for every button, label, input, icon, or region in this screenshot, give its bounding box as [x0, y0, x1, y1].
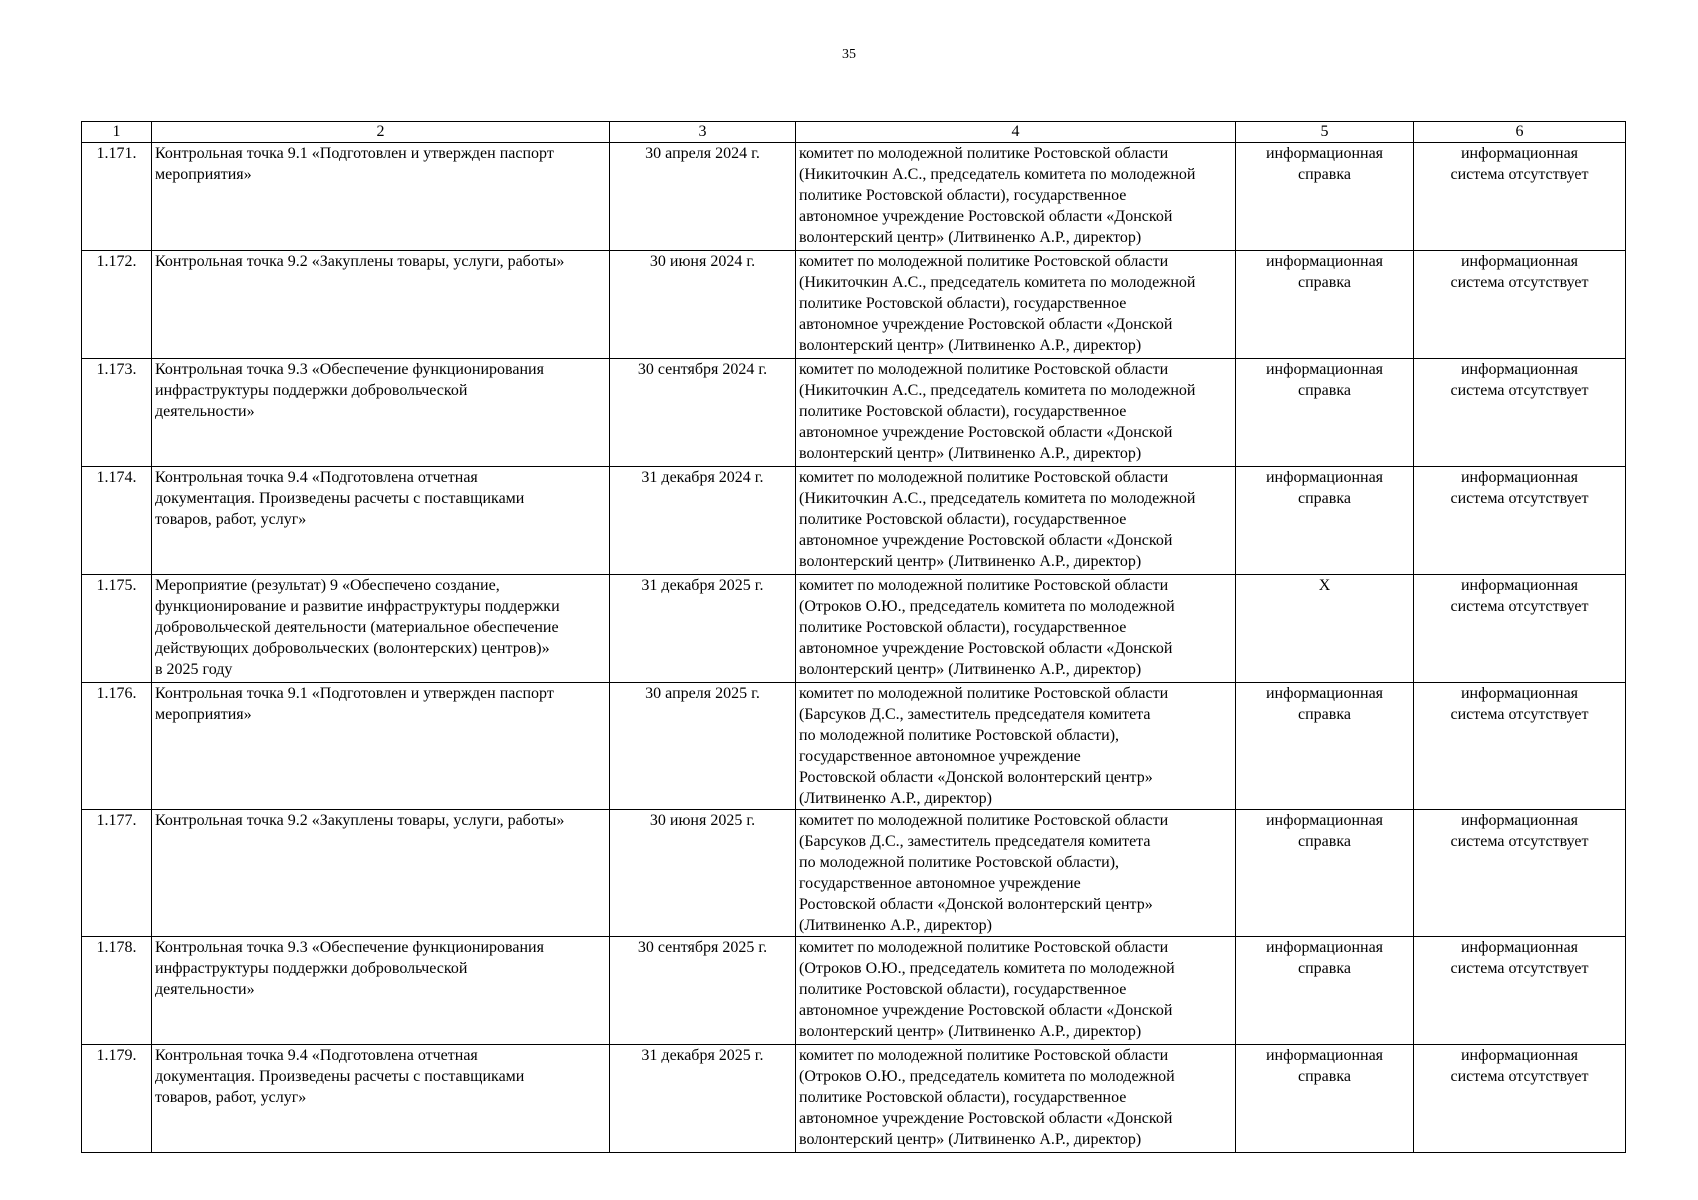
document-type: информационная справка: [1236, 359, 1414, 467]
table-row: [82, 937, 1626, 1045]
event-name: Контрольная точка 9.1 «Подготовлен и утвержден паспорт мероприятия»: [152, 143, 610, 251]
responsible-executor: комитет по молодежной политике Ростовской области (Отроков О.Ю., председатель комитета по молодежной политике Ростовской области), государственное автономное учреждение Ростовской области «Донской волонтерский центр» (Литвиненко А.Р., директор): [796, 1045, 1236, 1153]
plan-table: [81, 121, 1626, 1153]
information-system: информационная система отсутствует: [1414, 575, 1626, 683]
row-number: 1.174.: [82, 467, 152, 575]
information-system: информационная система отсутствует: [1414, 359, 1626, 467]
table-row: [82, 1045, 1626, 1153]
information-system: информационная система отсутствует: [1414, 143, 1626, 251]
table-row: [82, 810, 1626, 937]
row-number: 1.173.: [82, 359, 152, 467]
row-number: 1.175.: [82, 575, 152, 683]
information-system: информационная система отсутствует: [1414, 251, 1626, 359]
table-row: [82, 467, 1626, 575]
table-header-row: [82, 122, 1626, 143]
event-name: Контрольная точка 9.4 «Подготовлена отчетная документация. Произведены расчеты с поставщиками товаров, работ, услуг»: [152, 467, 610, 575]
table-row: [82, 359, 1626, 467]
responsible-executor: комитет по молодежной политике Ростовской области (Никиточкин А.С., председатель комитета по молодежной политике Ростовской области), государственное автономное учреждение Ростовской области «Донской волонтерский центр» (Литвиненко А.Р., директор): [796, 359, 1236, 467]
row-number: 1.176.: [82, 683, 152, 810]
document-type: информационная справка: [1236, 810, 1414, 937]
event-name: Контрольная точка 9.3 «Обеспечение функционирования инфраструктуры поддержки добровольческой деятельности»: [152, 359, 610, 467]
event-name: Контрольная точка 9.4 «Подготовлена отчетная документация. Произведены расчеты с поставщиками товаров, работ, услуг»: [152, 1045, 610, 1153]
deadline-date: 30 апреля 2025 г.: [610, 683, 796, 810]
page-number: 35: [842, 47, 856, 62]
information-system: информационная система отсутствует: [1414, 467, 1626, 575]
responsible-executor: комитет по молодежной политике Ростовской области (Отроков О.Ю., председатель комитета по молодежной политике Ростовской области), государственное автономное учреждение Ростовской области «Донской волонтерский центр» (Литвиненко А.Р., директор): [796, 937, 1236, 1045]
row-number: 1.178.: [82, 937, 152, 1045]
event-name: Контрольная точка 9.2 «Закуплены товары, услуги, работы»: [152, 251, 610, 359]
information-system: информационная система отсутствует: [1414, 1045, 1626, 1153]
responsible-executor: комитет по молодежной политике Ростовской области (Никиточкин А.С., председатель комитета по молодежной политике Ростовской области), государственное автономное учреждение Ростовской области «Донской волонтерский центр» (Литвиненко А.Р., директор): [796, 143, 1236, 251]
responsible-executor: комитет по молодежной политике Ростовской области (Барсуков Д.С., заместитель председателя комитета по молодежной политике Ростовской области), государственное автономное учреждение Ростовской области «Донской волонтерский центр» (Литвиненко А.Р., директор): [796, 683, 1236, 810]
deadline-date: 31 декабря 2024 г.: [610, 467, 796, 575]
deadline-date: 31 декабря 2025 г.: [610, 575, 796, 683]
column-header-5: 5: [1236, 122, 1414, 143]
column-header-3: 3: [610, 122, 796, 143]
document-type: информационная справка: [1236, 467, 1414, 575]
row-number: 1.172.: [82, 251, 152, 359]
responsible-executor: комитет по молодежной политике Ростовской области (Отроков О.Ю., председатель комитета по молодежной политике Ростовской области), государственное автономное учреждение Ростовской области «Донской волонтерский центр» (Литвиненко А.Р., директор): [796, 575, 1236, 683]
row-number: 1.179.: [82, 1045, 152, 1153]
document-type: информационная справка: [1236, 1045, 1414, 1153]
deadline-date: 31 декабря 2025 г.: [610, 1045, 796, 1153]
table-row: [82, 251, 1626, 359]
responsible-executor: комитет по молодежной политике Ростовской области (Барсуков Д.С., заместитель председателя комитета по молодежной политике Ростовской области), государственное автономное учреждение Ростовской области «Донской волонтерский центр» (Литвиненко А.Р., директор): [796, 810, 1236, 937]
event-name: Контрольная точка 9.3 «Обеспечение функционирования инфраструктуры поддержки добровольческой деятельности»: [152, 937, 610, 1045]
deadline-date: 30 сентября 2025 г.: [610, 937, 796, 1045]
event-name: Контрольная точка 9.1 «Подготовлен и утвержден паспорт мероприятия»: [152, 683, 610, 810]
deadline-date: 30 июня 2024 г.: [610, 251, 796, 359]
document-type: X: [1236, 575, 1414, 683]
column-header-4: 4: [796, 122, 1236, 143]
row-number: 1.177.: [82, 810, 152, 937]
information-system: информационная система отсутствует: [1414, 683, 1626, 810]
table-row: [82, 683, 1626, 810]
responsible-executor: комитет по молодежной политике Ростовской области (Никиточкин А.С., председатель комитета по молодежной политике Ростовской области), государственное автономное учреждение Ростовской области «Донской волонтерский центр» (Литвиненко А.Р., директор): [796, 251, 1236, 359]
responsible-executor: комитет по молодежной политике Ростовской области (Никиточкин А.С., председатель комитета по молодежной политике Ростовской области), государственное автономное учреждение Ростовской области «Донской волонтерский центр» (Литвиненко А.Р., директор): [796, 467, 1236, 575]
document-type: информационная справка: [1236, 143, 1414, 251]
table-row: [82, 575, 1626, 683]
document-type: информационная справка: [1236, 251, 1414, 359]
deadline-date: 30 сентября 2024 г.: [610, 359, 796, 467]
deadline-date: 30 июня 2025 г.: [610, 810, 796, 937]
row-number: 1.171.: [82, 143, 152, 251]
table-row: [82, 143, 1626, 251]
column-header-6: 6: [1414, 122, 1626, 143]
document-type: информационная справка: [1236, 683, 1414, 810]
information-system: информационная система отсутствует: [1414, 810, 1626, 937]
document-type: информационная справка: [1236, 937, 1414, 1045]
information-system: информационная система отсутствует: [1414, 937, 1626, 1045]
column-header-2: 2: [152, 122, 610, 143]
event-name: Мероприятие (результат) 9 «Обеспечено создание, функционирование и развитие инфраструктуры поддержки добровольческой деятельности (материальное обеспечение действующих добровольческих (волонтерских) центров)» в 2025 году: [152, 575, 610, 683]
deadline-date: 30 апреля 2024 г.: [610, 143, 796, 251]
column-header-1: 1: [82, 122, 152, 143]
event-name: Контрольная точка 9.2 «Закуплены товары, услуги, работы»: [152, 810, 610, 937]
